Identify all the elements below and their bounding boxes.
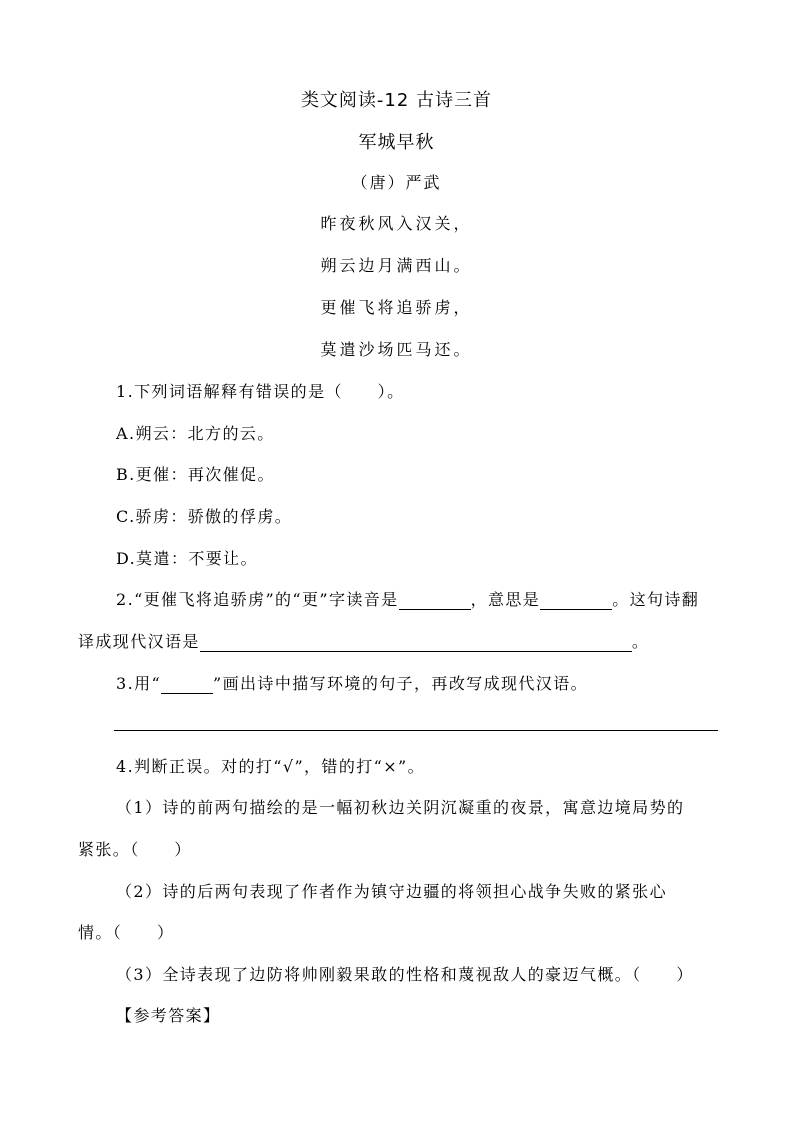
answer-line[interactable] [114,730,718,731]
question-4-item-2: （2）诗的后两句表现了作者作为镇守边疆的将领担心战争失败的紧张心 [116,882,667,901]
question-2-text: ，意思是 [470,590,541,609]
translation-blank[interactable] [200,634,632,652]
answer-header: 【参考答案】 [116,1006,221,1025]
pronunciation-blank[interactable] [399,592,471,610]
question-1-option-a: A.朔云：北方的云。 [116,424,275,443]
question-1-option-b: B.更催：再次催促。 [116,465,275,484]
poem-line: 昨夜秋风入汉关， [320,214,473,233]
meaning-blank[interactable] [540,592,612,610]
question-2-text: 译成现代汉语是 [78,632,200,651]
question-1-option-c: C.骄虏：骄傲的俘虏。 [116,507,293,526]
document-title: 类文阅读-12 古诗三首 [300,90,493,111]
poem-line: 更催飞将追骄虏， [320,298,473,317]
poem-line: 莫遣沙场匹马还。 [320,340,473,359]
question-2-text: 。 [631,632,650,651]
question-1-option-d: D.莫遣：不要让。 [116,549,258,568]
poem-author: （唐）严武 [351,173,442,192]
poem-title: 军城早秋 [358,132,435,153]
question-1-stem: 1.下列词语解释有错误的是（ ）。 [116,382,405,401]
question-3-text: ”画出诗中描写环境的句子，再改写成现代汉语。 [213,674,589,693]
question-2-line-2 [78,629,649,652]
question-3-text: 3.用“ [116,674,162,693]
underline-sample [161,676,213,694]
question-4-item-2-cont: 情。（ ） [78,923,175,942]
question-4-item-1-cont: 紧张。（ ） [78,840,192,859]
question-2-text: 。这句诗翻 [612,590,700,609]
question-2-line-1 [116,587,699,610]
question-4-item-1: （1）诗的前两句描绘的是一幅初秋边关阴沉凝重的夜景，寓意边境局势的 [116,798,685,817]
question-3-stem [116,671,588,694]
poem-line: 朔云边月满西山。 [320,256,473,275]
question-4-item-3: （3）全诗表现了边防将帅刚毅果敢的性格和蔑视敌人的豪迈气概。（ ） [116,965,694,984]
question-4-stem: 4.判断正误。对的打“√”，错的打“×”。 [116,757,425,776]
question-2-text: 2.“更催飞将追骄虏”的“更”字读音是 [116,590,399,609]
